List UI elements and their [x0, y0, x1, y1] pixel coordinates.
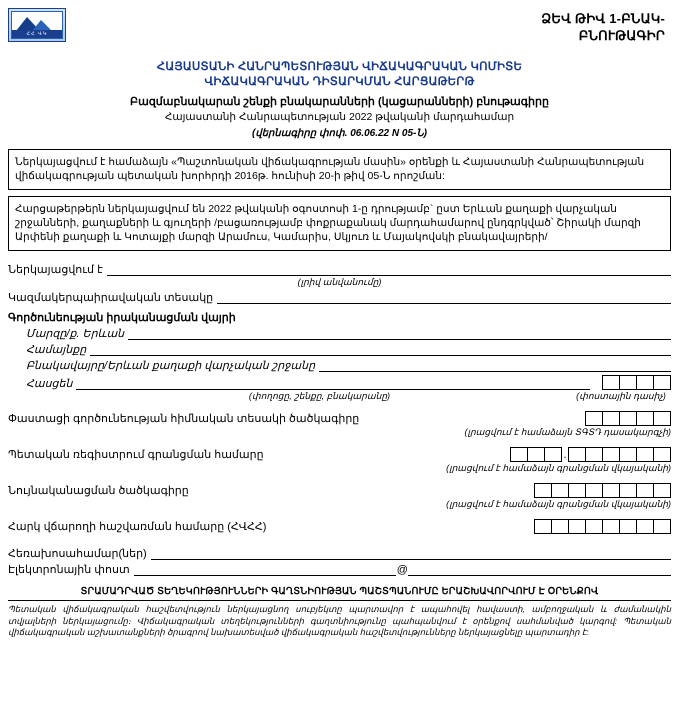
submitted-by-label: Ներկայացվում է [8, 264, 103, 276]
state-register-separator: . [563, 448, 567, 461]
submitted-by-input[interactable] [107, 263, 671, 276]
identification-cell[interactable] [619, 483, 637, 498]
identification-cell[interactable] [636, 483, 654, 498]
community-input[interactable] [90, 343, 671, 356]
document-code [541, 8, 665, 44]
postal-cell[interactable] [602, 375, 620, 390]
org-form-row [8, 291, 671, 304]
identification-cell[interactable] [585, 483, 603, 498]
settlement-input[interactable] [319, 359, 671, 372]
activity-code-cells[interactable] [585, 411, 671, 426]
postal-cell[interactable] [653, 375, 671, 390]
state-register-cell[interactable] [510, 447, 528, 462]
taxpayer-cell[interactable] [636, 519, 654, 534]
activity-code-cell[interactable] [653, 411, 671, 426]
title-line-4: Հայաստանի Հանրապետության 2022 թվականի մարդահամար [164, 111, 515, 123]
state-register-cell[interactable] [527, 447, 545, 462]
identification-caption: (լրացվում է համաձայն գրանցման վկայականի) [446, 499, 671, 509]
address-input[interactable] [76, 377, 590, 390]
state-register-cell[interactable] [636, 447, 654, 462]
identification-cells[interactable] [534, 483, 671, 498]
settlement-row [8, 359, 671, 372]
taxpayer-row [8, 519, 671, 534]
legal-note-box: Ներկայացվում է համաձայն «Պաշտոնական վիճակագրության մասին» օրենքի և Հայաստանի Հանրապետության վիճակագրության պետական խորհրդի 2016թ. հունիսի 20-ի թիվ 05-Ն որոշման: [8, 149, 671, 190]
region-label: Մարզը/ք. Երևան [26, 328, 125, 340]
activity-code-cell[interactable] [619, 411, 637, 426]
state-register-row [8, 447, 671, 462]
title-block [0, 60, 679, 139]
taxpayer-cell[interactable] [568, 519, 586, 534]
identification-cell[interactable] [534, 483, 552, 498]
email-label: Էլեկտրոնային փոստ [8, 564, 130, 576]
title-line-3: Բազմաբնակարան շենքի բնակարանների (կացարանների) բնութագիրը [130, 96, 549, 108]
activity-code-cell[interactable] [602, 411, 620, 426]
phone-input[interactable] [151, 547, 671, 560]
taxpayer-cells[interactable] [534, 519, 671, 534]
org-form-label: Կազմակերպաիրավական տեսակը [8, 292, 214, 304]
settlement-label: Բնակավայրը/Երևան քաղաքի վարչական շրջանը [26, 360, 316, 372]
email-row [8, 563, 671, 576]
address-label: Հասցեն [26, 378, 73, 390]
postal-cell[interactable] [619, 375, 637, 390]
state-register-cell[interactable] [544, 447, 562, 462]
submitted-by-caption: (լրիվ անվանումը) [297, 277, 382, 287]
identification-cell[interactable] [602, 483, 620, 498]
taxpayer-cell[interactable] [653, 519, 671, 534]
form-body [8, 251, 671, 576]
community-row [8, 343, 671, 356]
state-register-cells[interactable] [510, 447, 671, 462]
taxpayer-cell[interactable] [551, 519, 569, 534]
state-register-cell[interactable] [602, 447, 620, 462]
state-register-caption: (լրացվում է համաձայն գրանցման վկայականի) [446, 463, 671, 473]
document-code-line1: ՁԵՎ ԹԻՎ 1-ԲՆԱԿ- [541, 11, 665, 26]
postal-cell[interactable] [636, 375, 654, 390]
logo-inner [11, 11, 63, 39]
state-register-right-group[interactable] [568, 447, 671, 462]
document-code-line2: ԲՆՈՒԹԱԳԻՐ [578, 28, 665, 43]
phone-row [8, 547, 671, 560]
committee-logo-icon [8, 8, 66, 42]
email-domain-input[interactable] [408, 563, 671, 576]
document-header [0, 0, 679, 44]
identification-cell[interactable] [551, 483, 569, 498]
identification-label: Նույնականացման ծածկագիրը [8, 485, 189, 497]
identification-row [8, 483, 671, 498]
activity-code-row [8, 411, 671, 426]
address-caption: (փողոցը, շենքը, բնակարանը) [248, 391, 391, 401]
state-register-cell[interactable] [619, 447, 637, 462]
title-line-5: (վերնագիրը փոփ. 06.06.22 N 05-Ն) [252, 128, 427, 139]
identification-cell[interactable] [568, 483, 586, 498]
address-section-heading: Գործունեության իրականացման վայրի [8, 312, 236, 324]
state-register-label: Պետական ռեգիստրում գրանցման համարը [8, 449, 264, 461]
postal-caption: (փոստային դասիչ) [576, 391, 666, 401]
state-register-cell[interactable] [568, 447, 586, 462]
taxpayer-cell[interactable] [534, 519, 552, 534]
org-form-input[interactable] [217, 291, 671, 304]
logo-band-label: ՀՀ ՎԿ [12, 30, 62, 38]
region-input[interactable] [128, 327, 671, 340]
confidentiality-notice: ՏՐԱՄԱԴՐՎԱԾ ՏԵՂԵԿՈՒԹՅՈՒՆՆԵՐԻ ԳԱՂՏՆԻՈՒԹՅԱՆ ՊԱՇՏՊԱՆՈՒՄԸ ԵՐԱՇԽԱՎՈՐՎՈՒՄ Է ՕՐԵՆՔՈՎ [80, 586, 599, 597]
activity-code-caption: (լրացվում է համաձայն ՏԳՏԴ դասակարգչի) [464, 427, 671, 437]
email-at-symbol: @ [396, 564, 408, 576]
footer-legal-note: Պետական վիճակագրական հաշվետվություն ներկայացնող սուբյեկտը պարտավոր է ապահովել հավաստի, ամբողջական և ժամանակին տվյալների ներկայացումը։ Վիճակագրական տեղեկությունների գաղտնիությունը պահպանվում է օրենքով սահմանված կարգով: Պետական վիճակագրական աշխատանքների ծրագրով նախատեսված վիճակագրական հաշվետվությունները ներկայացնելը պարտադիր է: [8, 600, 671, 639]
postal-code-cells[interactable] [602, 375, 671, 390]
community-label: Համայնքը [26, 344, 87, 356]
phone-label: Հեռախոսահամար(ներ) [8, 548, 147, 560]
activity-code-label: Փաստացի գործունեության հիմնական տեսակի ծածկագիրը [8, 413, 360, 425]
region-row [8, 327, 671, 340]
email-local-input[interactable] [134, 563, 397, 576]
state-register-left-group[interactable] [510, 447, 562, 462]
activity-code-cell[interactable] [636, 411, 654, 426]
submitted-by-row [8, 263, 671, 276]
taxpayer-cell[interactable] [602, 519, 620, 534]
identification-cell[interactable] [653, 483, 671, 498]
taxpayer-label: Հարկ վճարողի հաշվառման համարը (ՀՎՀՀ) [8, 521, 267, 533]
submission-note-box: Հարցաթերթերն ներկայացվում են 2022 թվականի օգոստոսի 1-ը դրությամբ` ըստ Երևան քաղաքի վարչական շրջանների, քաղաքների և գյուղերի /բացառությամբ փոքրաքանակ մարդահամարով ընդգրկված՝ Շիրակի մարզի Արփենի քաղաքի և Կոտայքի մարզի Արամուս, Կամարիս, Սկյուռ և Մայակովսկի բնակավայրերի/ [8, 196, 671, 251]
state-register-cell[interactable] [585, 447, 603, 462]
state-register-cell[interactable] [653, 447, 671, 462]
title-line-2: ՎԻՃԱԿԱԳՐԱԿԱՆ ԴԻՏԱՐԿՄԱՆ ՀԱՐՑԱԹԵՐԹ [204, 76, 475, 88]
taxpayer-cell[interactable] [585, 519, 603, 534]
address-row [8, 375, 671, 390]
title-line-1: ՀԱՅԱՍՏԱՆԻ ՀԱՆՐԱՊԵՏՈՒԹՅԱՆ ՎԻՃԱԿԱԳՐԱԿԱՆ ԿՈՄԻՏԵ [156, 61, 523, 73]
activity-code-cell[interactable] [585, 411, 603, 426]
taxpayer-cell[interactable] [619, 519, 637, 534]
